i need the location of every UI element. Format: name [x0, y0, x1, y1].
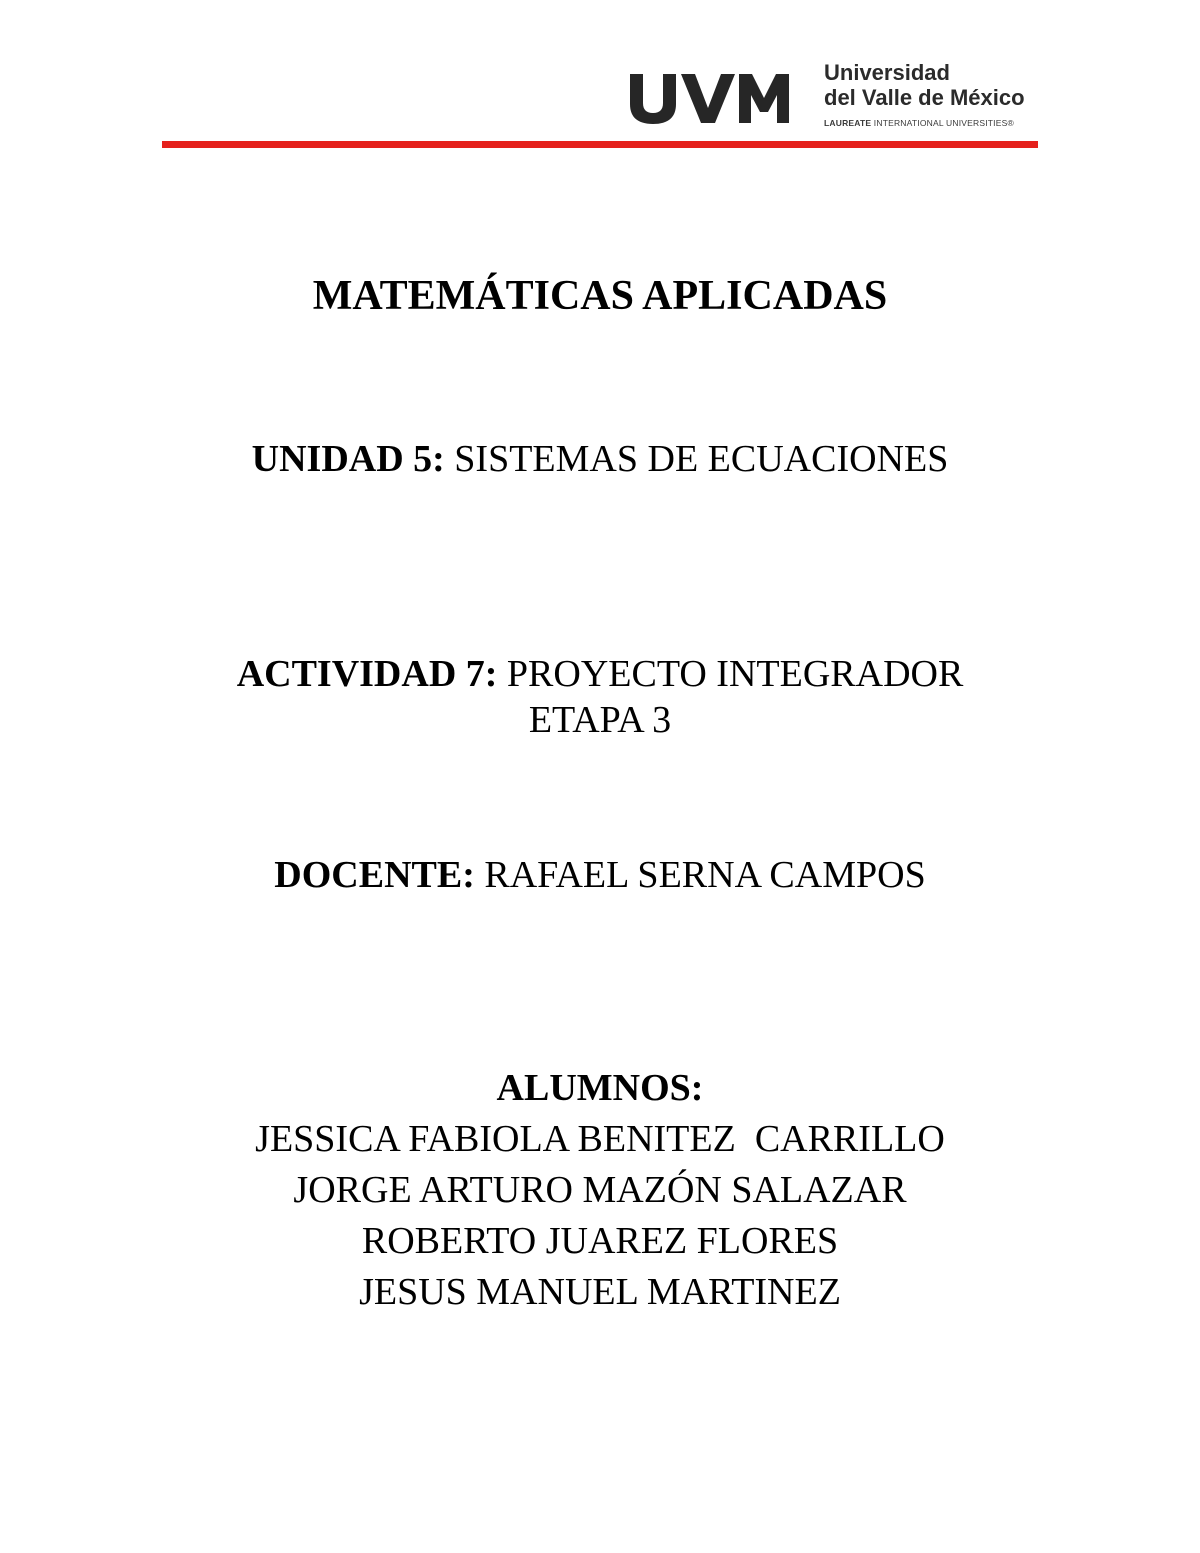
student-name: JORGE ARTURO MAZÓN SALAZAR — [293, 1169, 907, 1211]
document-title: MATEMÁTICAS APLICADAS — [312, 273, 888, 319]
unit-line — [0, 436, 1200, 482]
student-name: JESSICA FABIOLA BENITEZ CARRILLO — [255, 1118, 945, 1160]
uvm-logo-mark — [628, 70, 790, 126]
students-label: ALUMNOS: — [496, 1067, 704, 1109]
uvm-logo — [628, 60, 1038, 132]
students-block — [0, 1063, 1200, 1318]
activity-stage: ETAPA 3 — [528, 699, 672, 741]
logo-university-name-line1: Universidad — [824, 60, 950, 85]
student-name: ROBERTO JUAREZ FLORES — [361, 1220, 839, 1262]
teacher-line — [0, 852, 1200, 898]
logo-network-tagline — [824, 118, 1038, 128]
unit-value: SISTEMAS DE ECUACIONES — [444, 438, 949, 480]
activity-label: ACTIVIDAD 7: — [236, 653, 498, 695]
logo-tagline-bold: LAUREATE — [824, 118, 872, 128]
logo-university-name-line2: del Valle de México — [824, 85, 1025, 110]
logo-tagline-rest: INTERNATIONAL UNIVERSITIES® — [871, 118, 1014, 128]
activity-block — [0, 651, 1200, 743]
header-red-rule — [162, 141, 1038, 148]
activity-line — [0, 651, 1200, 697]
teacher-label: DOCENTE: — [274, 854, 475, 896]
logo-mark-text: UVM — [628, 70, 631, 71]
activity-value: PROYECTO INTEGRADOR — [497, 653, 964, 695]
teacher-name: RAFAEL SERNA CAMPOS — [474, 854, 926, 896]
logo-wordmark — [824, 60, 1038, 128]
unit-label: UNIDAD 5: — [251, 438, 445, 480]
student-name: JESUS MANUEL MARTINEZ — [359, 1271, 841, 1313]
